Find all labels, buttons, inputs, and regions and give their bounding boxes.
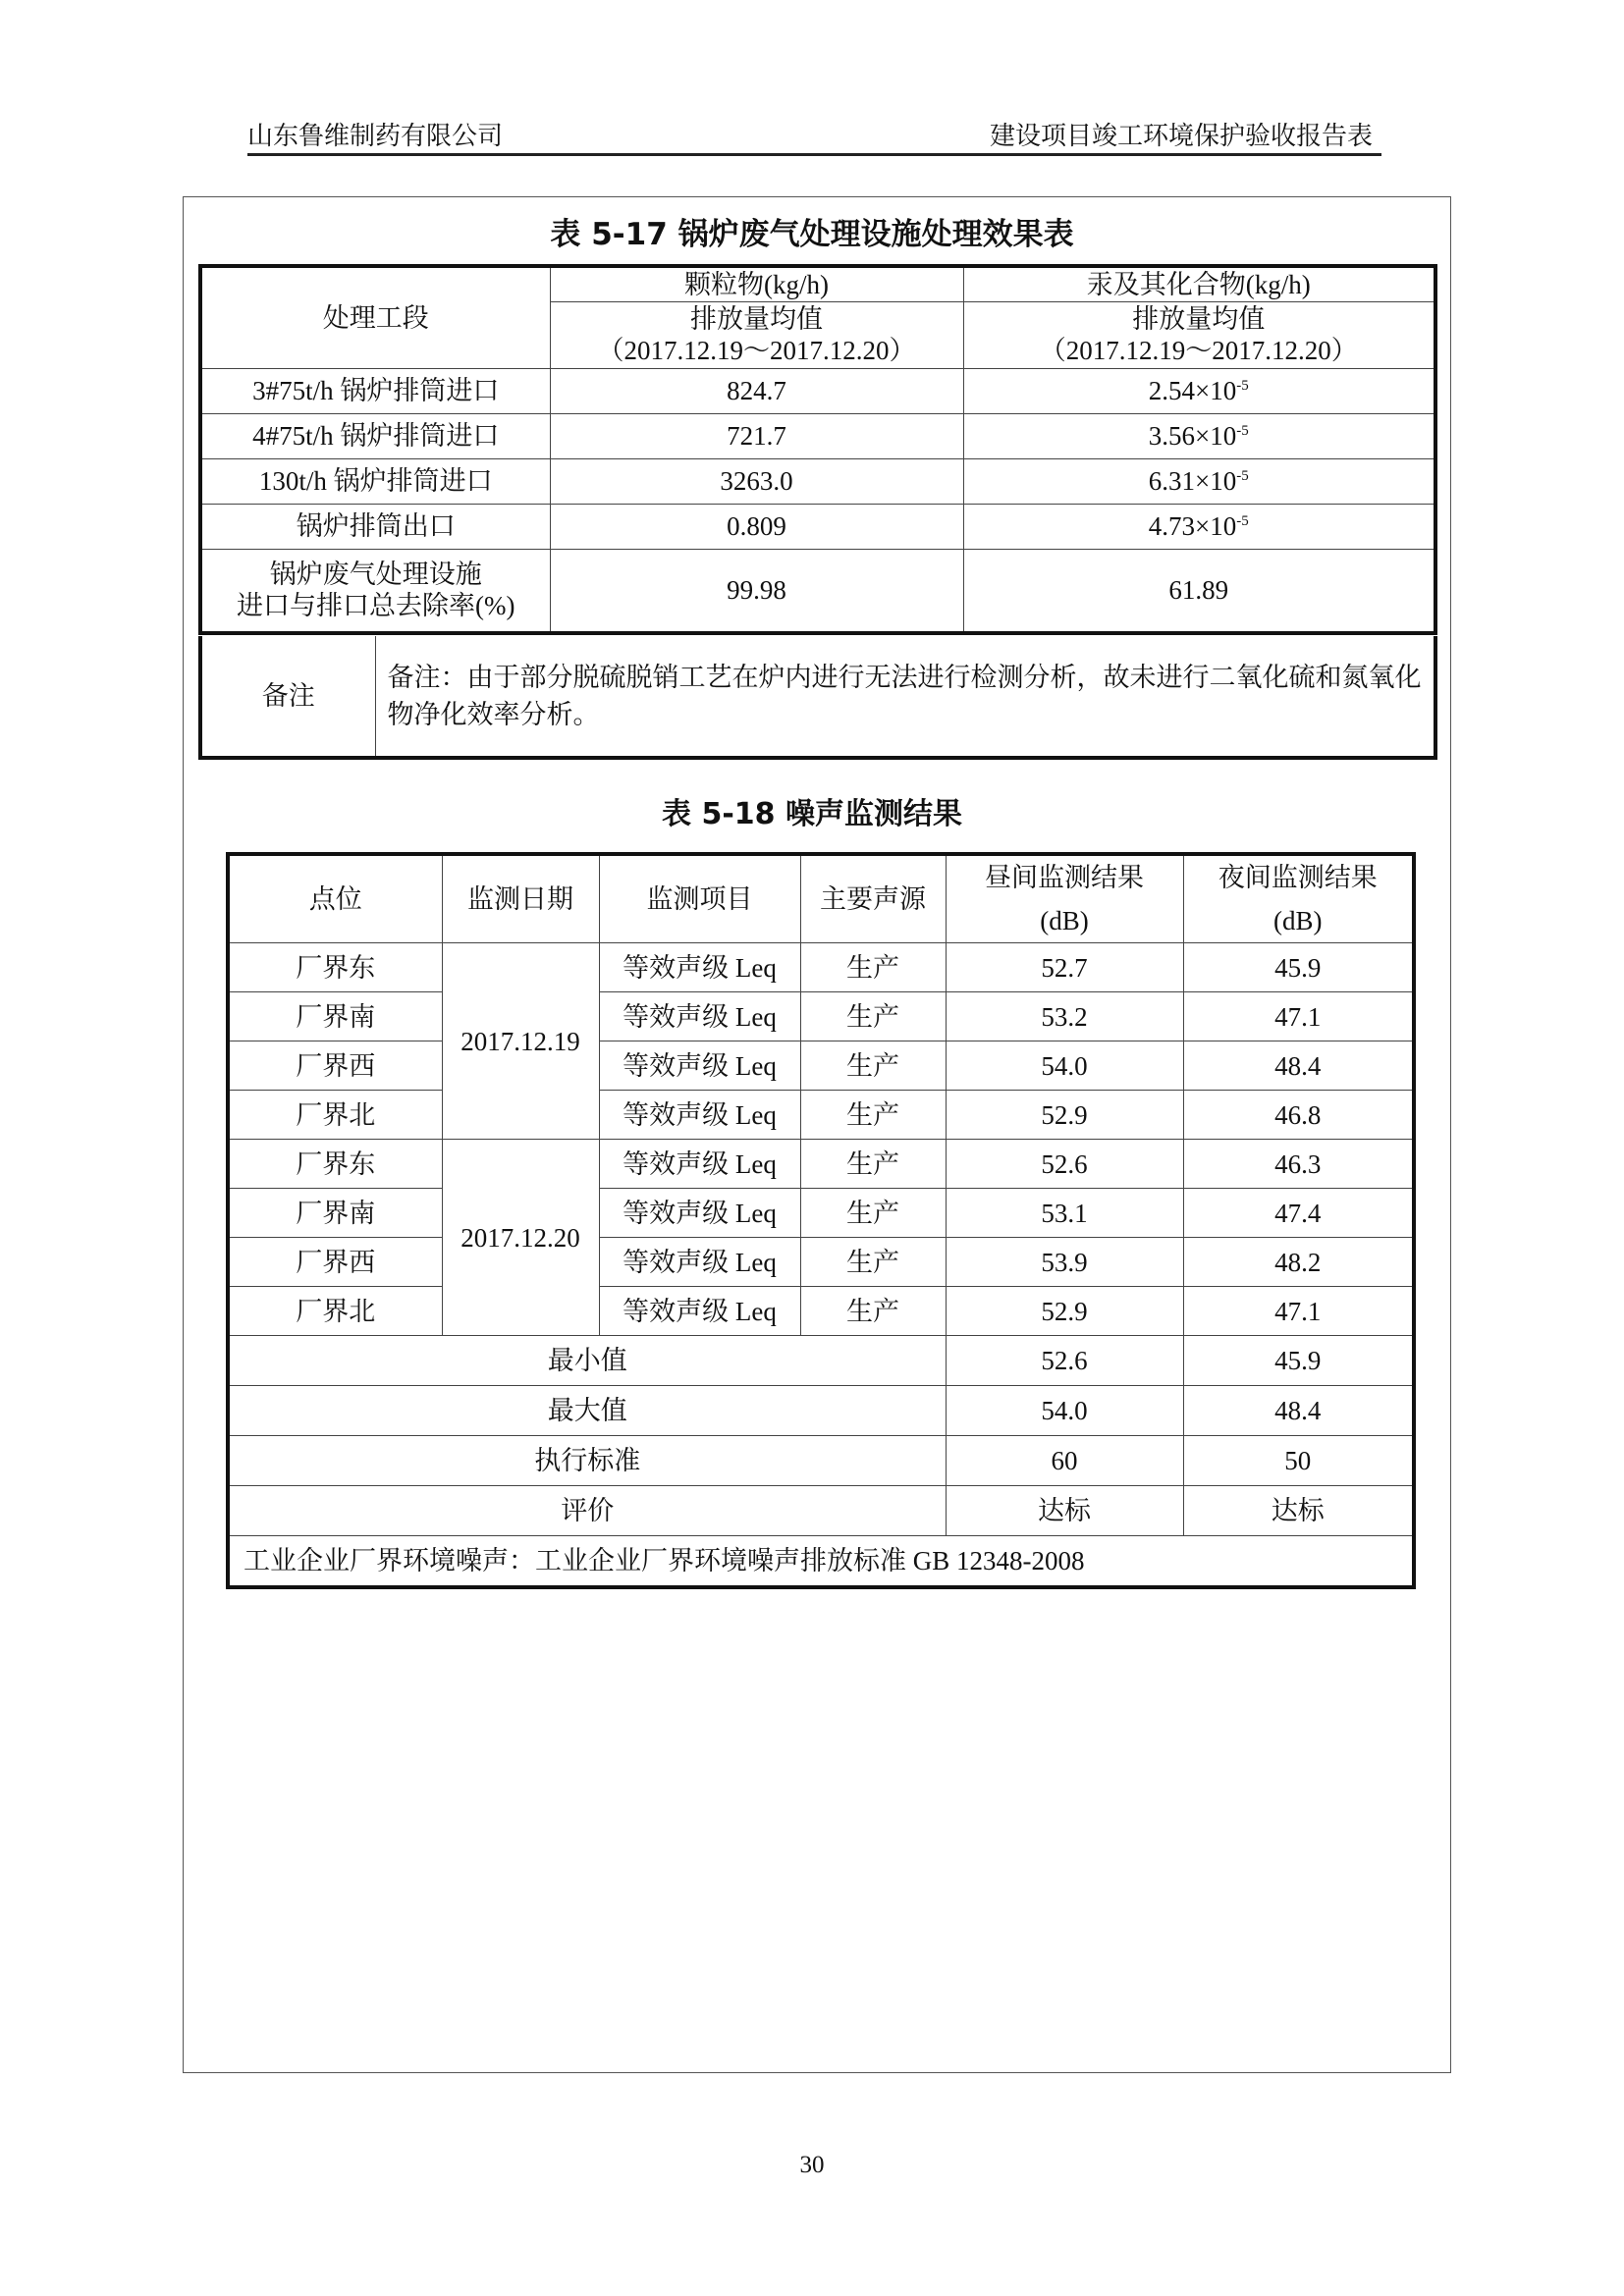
- table-row: [200, 504, 1435, 549]
- pm-header: 颗粒物(kg/h): [550, 266, 963, 301]
- item-cell: 等效声级 Leq: [599, 992, 800, 1041]
- point-cell: 厂界南: [228, 992, 442, 1041]
- source-cell: 生产: [800, 1041, 946, 1091]
- summary-night: 48.4: [1183, 1386, 1414, 1436]
- pm-cell: 0.809: [550, 504, 963, 549]
- pm-cell: 721.7: [550, 413, 963, 458]
- table2-caption: 表 5-18 噪声监测结果: [662, 797, 962, 831]
- hg-subheader-period: （2017.12.19～2017.12.20）: [1039, 336, 1358, 365]
- hg-cell: $2.54\times 10^{-5}$: [963, 368, 1435, 413]
- item-cell: 等效声级 Leq: [599, 1189, 800, 1238]
- point-cell: 厂界东: [228, 943, 442, 992]
- point-cell: 厂界北: [228, 1091, 442, 1140]
- table-row: [228, 1140, 1414, 1189]
- summary-day: 60: [946, 1436, 1183, 1486]
- stage-header: 处理工段: [200, 266, 550, 368]
- summary-day: 52.6: [946, 1336, 1183, 1386]
- efficiency-row: [200, 549, 1435, 633]
- summary-night: 达标: [1183, 1486, 1414, 1536]
- night-cell: 45.9: [1183, 943, 1414, 992]
- table1-caption: 表 5-17 锅炉废气处理设施处理效果表: [550, 217, 1074, 252]
- source-cell: 生产: [800, 1189, 946, 1238]
- point-cell: 厂界北: [228, 1287, 442, 1336]
- point-cell: 厂界东: [228, 1140, 442, 1189]
- day-cell: 53.2: [946, 992, 1183, 1041]
- point-header: 点位: [228, 854, 442, 943]
- day-cell: 52.9: [946, 1091, 1183, 1140]
- night-cell: 46.8: [1183, 1091, 1414, 1140]
- night-cell: 47.4: [1183, 1189, 1414, 1238]
- day-cell: 52.9: [946, 1287, 1183, 1336]
- pm-cell: 824.7: [550, 368, 963, 413]
- night-cell: 47.1: [1183, 1287, 1414, 1336]
- pm-subheader-period: （2017.12.19～2017.12.20）: [597, 336, 916, 365]
- summary-row: [228, 1486, 1414, 1536]
- footnote-text: 工业企业厂界环境噪声：工业企业厂界环境噪声排放标准 GB 12348-2008: [228, 1536, 1414, 1587]
- page-number: 30: [799, 2152, 825, 2178]
- item-cell: 等效声级 Leq: [599, 943, 800, 992]
- source-header: 主要声源: [800, 854, 946, 943]
- summary-label: 评价: [228, 1486, 946, 1536]
- hg-cell: $4.73\times 10^{-5}$: [963, 504, 1435, 549]
- table-row: [228, 1041, 1414, 1091]
- source-cell: 生产: [800, 992, 946, 1041]
- table-row: [228, 1238, 1414, 1287]
- source-cell: 生产: [800, 1238, 946, 1287]
- boiler-exhaust-table: [198, 264, 1437, 635]
- hg-subheader-label: 排放量均值: [1132, 304, 1266, 334]
- item-cell: 等效声级 Leq: [599, 1140, 800, 1189]
- efficiency-hg: 61.89: [963, 549, 1435, 633]
- date-cell: 2017.12.20: [442, 1140, 599, 1336]
- table-row: [200, 458, 1435, 504]
- item-header: 监测项目: [599, 854, 800, 943]
- source-cell: 生产: [800, 1287, 946, 1336]
- day-cell: 52.6: [946, 1140, 1183, 1189]
- source-cell: 生产: [800, 1091, 946, 1140]
- night-cell: 48.2: [1183, 1238, 1414, 1287]
- summary-night: 50: [1183, 1436, 1414, 1486]
- date-header: 监测日期: [442, 854, 599, 943]
- hg-header: 汞及其化合物(kg/h): [963, 266, 1435, 301]
- footnote-row: [228, 1536, 1414, 1587]
- item-cell: 等效声级 Leq: [599, 1287, 800, 1336]
- day-cell: 53.1: [946, 1189, 1183, 1238]
- header-divider: [247, 153, 1381, 156]
- summary-day: 达标: [946, 1486, 1183, 1536]
- hg-subheader: [963, 301, 1435, 368]
- summary-row: [228, 1436, 1414, 1486]
- item-cell: 等效声级 Leq: [599, 1238, 800, 1287]
- boiler-note-table: [198, 636, 1437, 760]
- pm-subheader: [550, 301, 963, 368]
- report-title: 建设项目竣工环境保护验收报告表: [989, 122, 1373, 150]
- summary-day: 54.0: [946, 1386, 1183, 1436]
- hg-cell: $6.31\times 10^{-5}$: [963, 458, 1435, 504]
- summary-row: [228, 1336, 1414, 1386]
- night-cell: 48.4: [1183, 1041, 1414, 1091]
- table-row: [228, 1091, 1414, 1140]
- day-cell: 54.0: [946, 1041, 1183, 1091]
- efficiency-pm: 99.98: [550, 549, 963, 633]
- night-cell: 46.3: [1183, 1140, 1414, 1189]
- item-cell: 等效声级 Leq: [599, 1091, 800, 1140]
- point-cell: 厂界西: [228, 1238, 442, 1287]
- table-row: [228, 943, 1414, 992]
- hg-cell: $3.56\times 10^{-5}$: [963, 413, 1435, 458]
- pm-subheader-label: 排放量均值: [690, 304, 823, 334]
- table-row: [228, 992, 1414, 1041]
- note-text: 备注：由于部分脱硫脱销工艺在炉内进行无法进行检测分析，故未进行二氧化硫和氮氧化物净化效率分析。: [375, 636, 1435, 758]
- table-row: [228, 1189, 1414, 1238]
- summary-label: 最小值: [228, 1336, 946, 1386]
- night-cell: 47.1: [1183, 992, 1414, 1041]
- company-name: 山东鲁维制药有限公司: [247, 122, 504, 150]
- summary-night: 45.9: [1183, 1336, 1414, 1386]
- stage-cell: 130t/h 锅炉排筒进口: [200, 458, 550, 504]
- noise-table: [226, 852, 1416, 1589]
- table-row: [228, 1287, 1414, 1336]
- pm-cell: 3263.0: [550, 458, 963, 504]
- table-row: [200, 368, 1435, 413]
- source-cell: 生产: [800, 943, 946, 992]
- stage-cell: 4#75t/h 锅炉排筒进口: [200, 413, 550, 458]
- day-cell: 52.7: [946, 943, 1183, 992]
- point-cell: 厂界南: [228, 1189, 442, 1238]
- summary-row: [228, 1386, 1414, 1436]
- stage-cell: 锅炉排筒出口: [200, 504, 550, 549]
- summary-label: 最大值: [228, 1386, 946, 1436]
- night-header: 夜间监测结果 (dB): [1183, 854, 1414, 943]
- date-cell: 2017.12.19: [442, 943, 599, 1140]
- source-cell: 生产: [800, 1140, 946, 1189]
- day-cell: 53.9: [946, 1238, 1183, 1287]
- stage-cell: 3#75t/h 锅炉排筒进口: [200, 368, 550, 413]
- item-cell: 等效声级 Leq: [599, 1041, 800, 1091]
- day-header: 昼间监测结果 (dB): [946, 854, 1183, 943]
- table-row: [200, 413, 1435, 458]
- note-label: 备注: [200, 636, 375, 758]
- summary-label: 执行标准: [228, 1436, 946, 1486]
- point-cell: 厂界西: [228, 1041, 442, 1091]
- efficiency-label: 锅炉废气处理设施 进口与排口总去除率(%): [200, 549, 550, 633]
